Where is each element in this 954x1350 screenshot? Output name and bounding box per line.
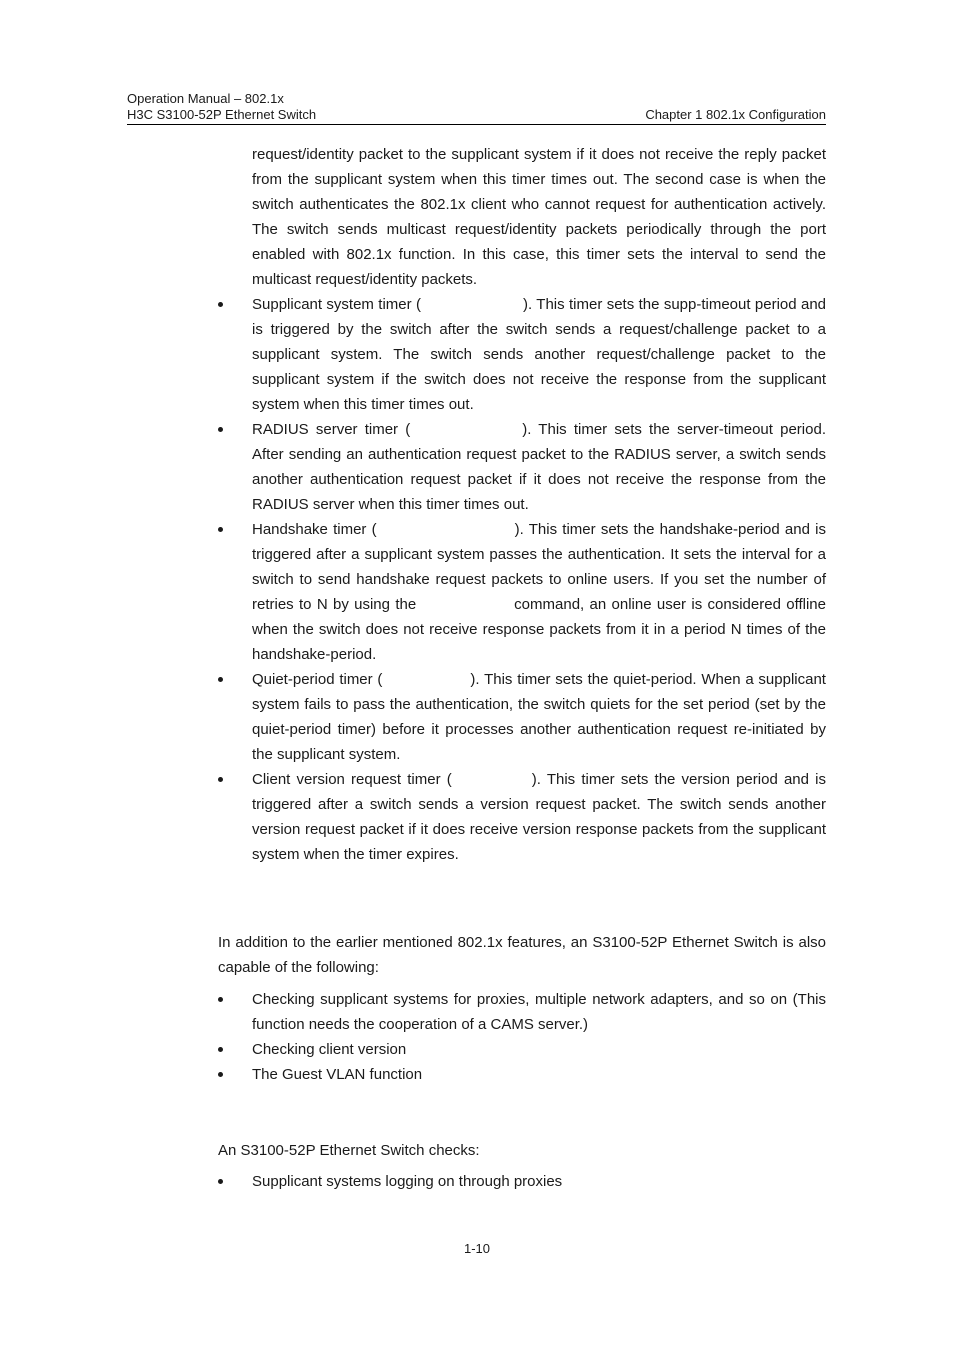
feature-text: Checking client version <box>252 1041 407 1058</box>
check-text: Supplicant systems logging on through proxies <box>252 1173 563 1190</box>
chapter-title: Chapter 1 802.1x Configuration <box>645 107 826 122</box>
bullet-icon <box>218 1179 223 1184</box>
features-intro: In addition to the earlier mentioned 802.1x features, an S3100-52P Ethernet Switch is also capable of the following: <box>218 934 826 976</box>
timer-text: Quiet-period timer ( ). This timer sets the quiet-period. When a supplicant system fails to pass the authentication, the switch quiets for the set period (set by the quiet-period timer) before it processes another authentication request re-initiated by the supplicant system. <box>252 671 826 763</box>
bullet-icon <box>218 997 223 1002</box>
bullet-icon <box>218 527 223 532</box>
timer-text: RADIUS server timer ( ). This timer sets the server-timeout period. After sending an authentication request packet to the RADIUS server, a switch sends another authentication request packet if it does not receive the response from the RADIUS server when this timer times out. <box>252 421 826 513</box>
header-divider <box>127 124 826 125</box>
product-name: H3C S3100-52P Ethernet Switch <box>127 107 317 122</box>
bullet-icon <box>218 302 223 307</box>
intro-continuation: request/identity packet to the supplicant system if it does not receive the reply packet from the supplicant system when this timer times out. The second case is when the switch authenticates the 802.1x client who cannot request for authentication actively. The switch sends multicast request/identity packets periodically through the port enabled with 802.1x function. In this case, this timer sets the interval to send the multicast request/identity packets. <box>252 146 826 288</box>
checks-intro: An S3100-52P Ethernet Switch checks: <box>218 1142 480 1159</box>
bullet-icon <box>218 1047 223 1052</box>
timer-text: Supplicant system timer ( ). This timer sets the supp-timeout period and is triggered by the switch after the switch sends a request/challenge packet to a supplicant system. The switch sends another request/challenge packet to the supplicant system if the switch does not receive the response from the supplicant system when this timer times out. <box>252 296 827 413</box>
bullet-icon <box>218 1072 223 1077</box>
page-header <box>127 91 826 123</box>
timer-text: Client version request timer ( ). This timer sets the version period and is triggered after a switch sends a version request packet. The switch sends another version request packet if it does receive version response packets from the supplicant system when the timer expires. <box>252 771 826 863</box>
bullet-icon <box>218 427 223 432</box>
bullet-icon <box>218 677 223 682</box>
page-number: 1-10 <box>463 1241 491 1256</box>
timer-text: Handshake timer ( ). This timer sets the handshake-period and is triggered after a supplicant system passes the authentication. It sets the interval for a switch to send handshake request packets to online users. If you set the number of retries to N by using the command, an online user is considered offline when the switch does not receive response packets from it in a period N times of the handshake-period. <box>252 521 826 663</box>
bullet-icon <box>218 777 223 782</box>
manual-title: Operation Manual – 802.1x <box>127 91 284 106</box>
feature-text: Checking supplicant systems for proxies, multiple network adapters, and so on (This function needs the cooperation of a CAMS server.) <box>252 991 826 1033</box>
feature-text: The Guest VLAN function <box>252 1066 423 1083</box>
